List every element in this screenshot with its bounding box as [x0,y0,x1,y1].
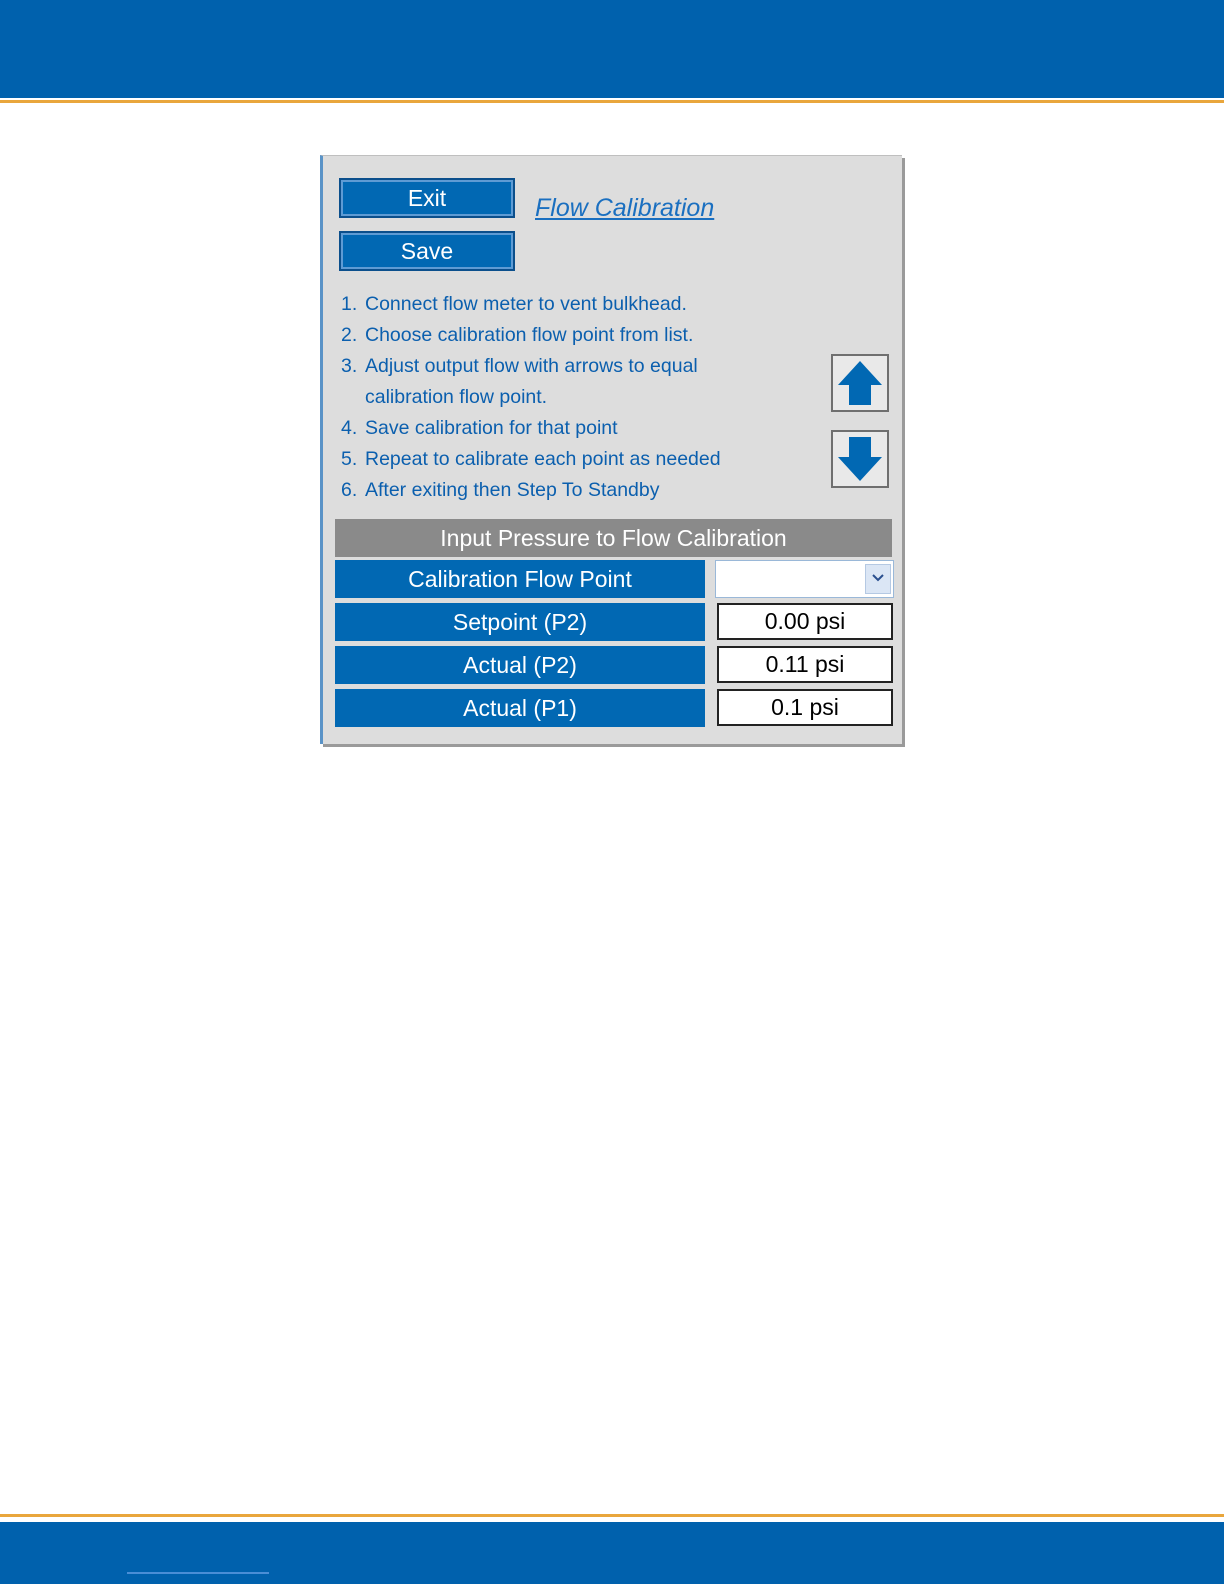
panel-title: Flow Calibration [535,194,715,222]
instruction-step [341,444,811,475]
step-number: 4. [341,417,358,439]
step-number: 3. [341,355,358,377]
instructions-list [341,289,811,506]
flow-calibration-panel [320,155,902,744]
exit-button[interactable]: Exit [339,178,515,218]
footer-band [0,1522,1224,1584]
chevron-down-icon [872,574,884,582]
footer-accent-rule [0,1514,1224,1517]
instruction-step [341,475,811,506]
dropdown-toggle[interactable] [865,564,891,594]
instruction-step-continuation [341,382,811,413]
step-text: Repeat to calibrate each point as needed [365,448,721,470]
step-number: 2. [341,324,358,346]
header-accent-rule [0,100,1224,103]
actual-p1-value: 0.1 psi [717,689,893,726]
instruction-step [341,413,811,444]
arrow-up-icon [833,356,887,410]
instruction-step [341,351,811,382]
calibration-flow-point-select[interactable] [715,560,894,598]
instruction-step [341,320,811,351]
header-band [0,0,1224,98]
actual-p2-value: 0.11 psi [717,646,893,683]
step-number: 1. [341,293,358,315]
section-header: Input Pressure to Flow Calibration [335,519,892,557]
decrease-flow-button[interactable] [831,430,889,488]
calibration-flow-point-label: Calibration Flow Point [335,560,705,598]
save-button[interactable]: Save [339,231,515,271]
step-text: Adjust output flow with arrows to equal [365,355,698,377]
step-text: Choose calibration flow point from list. [365,324,694,346]
actual-p2-label: Actual (P2) [335,646,705,684]
footer-link-underline[interactable] [127,1572,269,1574]
step-number: 6. [341,479,358,501]
increase-flow-button[interactable] [831,354,889,412]
setpoint-p2-label: Setpoint (P2) [335,603,705,641]
step-text: Connect flow meter to vent bulkhead. [365,293,687,315]
actual-p1-label: Actual (P1) [335,689,705,727]
step-text: After exiting then Step To Standby [365,479,660,501]
arrow-down-icon [833,432,887,486]
setpoint-p2-value: 0.00 psi [717,603,893,640]
instruction-step [341,289,811,320]
step-number: 5. [341,448,358,470]
step-text: Save calibration for that point [365,417,618,439]
step-text: calibration flow point. [365,386,548,408]
